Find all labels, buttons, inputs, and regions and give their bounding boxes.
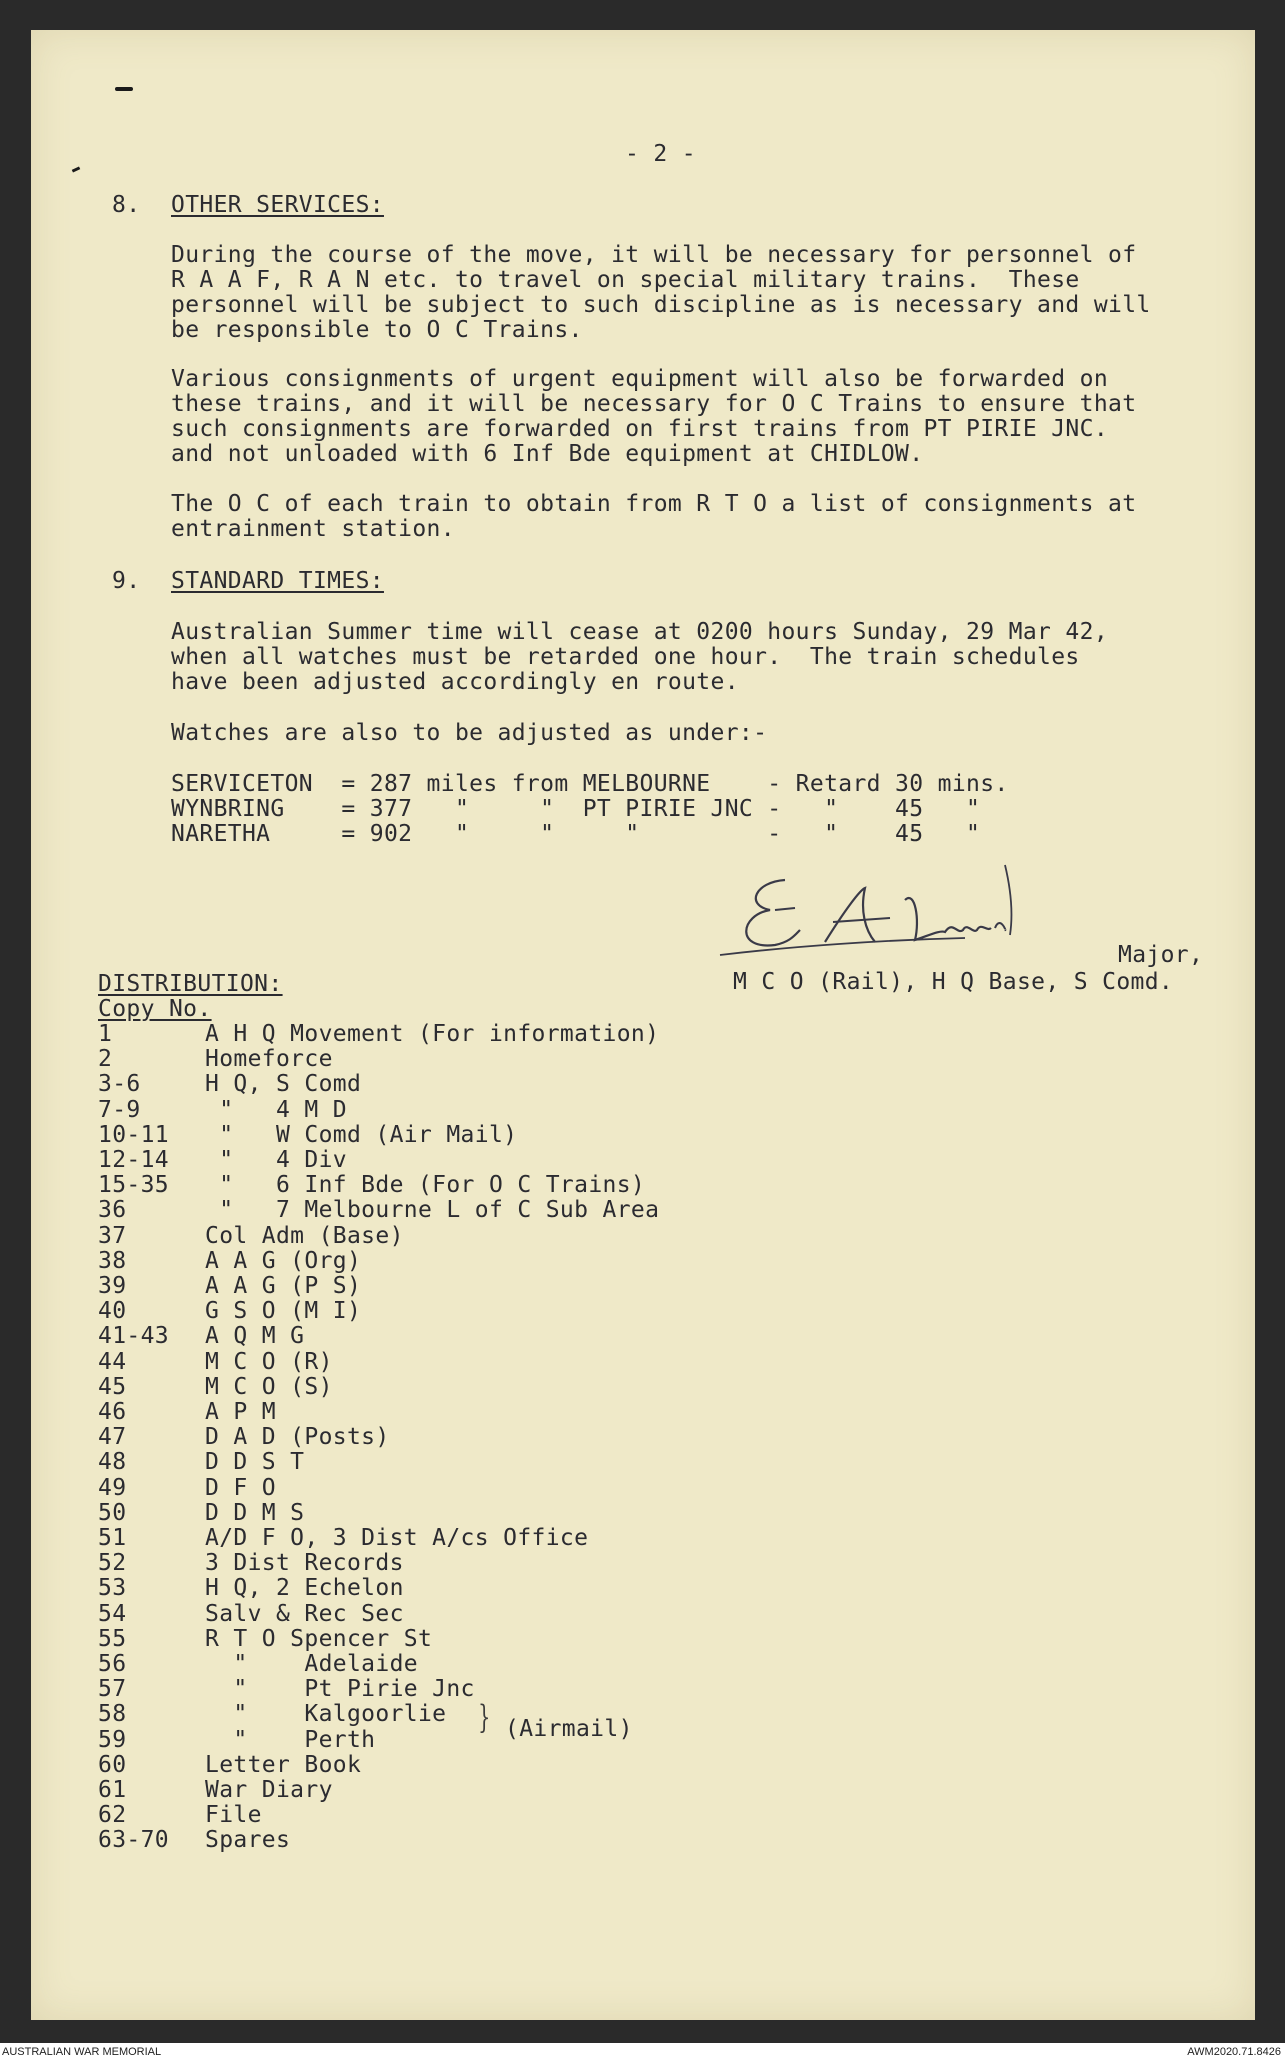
signatory-rank: Major, xyxy=(1118,942,1204,968)
paragraph: Australian Summer time will cease at 0200 hours Sunday, 29 Mar 42, when all watches must be retarded one hour. The train schedules have been adjusted accordingly en route. xyxy=(171,619,1109,695)
recipient: Col Adm (Base) xyxy=(205,1223,404,1249)
recipient: M C O (S) xyxy=(205,1374,333,1400)
recipient: H Q, 2 Echelon xyxy=(205,1575,404,1601)
copy-number: 48 xyxy=(98,1449,127,1475)
recipient: Salv & Rec Sec xyxy=(205,1601,404,1627)
recipient: File xyxy=(205,1802,262,1828)
copy-number: 62 xyxy=(98,1802,127,1828)
time-table-row: NARETHA = 902 " " " - " 45 " xyxy=(171,821,981,847)
copy-number: 46 xyxy=(98,1399,127,1425)
section-number: 9. xyxy=(112,568,141,594)
time-table-row: WYNBRING = 377 " " PT PIRIE JNC - " 45 " xyxy=(171,796,981,822)
recipient: 3 Dist Records xyxy=(205,1550,404,1576)
copy-number: 53 xyxy=(98,1575,127,1601)
paragraph: Various consignments of urgent equipment will also be forwarded on these trains, and it will be necessary for O C Trains to ensure that such consignments are forwarded on first trains from PT PIRIE JNC. and not unloaded with 6 Inf Bde equipment at CHIDLOW. xyxy=(171,366,1137,467)
recipient: A A G (Org) xyxy=(205,1248,362,1274)
recipient: Homeforce xyxy=(205,1046,333,1072)
copy-number: 52 xyxy=(98,1550,127,1576)
distribution-heading: DISTRIBUTION: xyxy=(98,971,283,997)
recipient: War Diary xyxy=(205,1777,333,1803)
copy-number: 10-11 xyxy=(98,1122,169,1148)
copy-number: 37 xyxy=(98,1223,127,1249)
copy-number: 36 xyxy=(98,1197,127,1223)
recipient: D D S T xyxy=(205,1449,305,1475)
copy-number: 7-9 xyxy=(98,1097,141,1123)
copy-number: 57 xyxy=(98,1676,127,1702)
signatory-position: M C O (Rail), H Q Base, S Comd. xyxy=(733,969,1174,995)
recipient: Letter Book xyxy=(205,1752,362,1778)
recipient: " 6 Inf Bde (For O C Trains) xyxy=(205,1172,646,1198)
recipient: D D M S xyxy=(205,1500,305,1526)
recipient: " 7 Melbourne L of C Sub Area xyxy=(205,1197,660,1223)
time-table-row: SERVICETON = 287 miles from MELBOURNE - Retard 30 mins. xyxy=(171,771,1009,797)
brace: } xyxy=(478,1698,491,1736)
recipient: " Kalgoorlie xyxy=(205,1701,447,1727)
copy-number: 1 xyxy=(98,1021,113,1047)
section-number: 8. xyxy=(112,192,141,218)
copy-number: 56 xyxy=(98,1651,127,1677)
copy-number: 47 xyxy=(98,1424,127,1450)
copy-number: 45 xyxy=(98,1374,127,1400)
copy-number: 51 xyxy=(98,1525,127,1551)
copy-number: 49 xyxy=(98,1475,127,1501)
recipient: A A G (P S) xyxy=(205,1273,362,1299)
section-heading: OTHER SERVICES: xyxy=(171,192,384,218)
recipient: " 4 M D xyxy=(205,1097,347,1123)
copy-number: 15-35 xyxy=(98,1172,169,1198)
copy-number: 54 xyxy=(98,1601,127,1627)
section-heading: STANDARD TIMES: xyxy=(171,568,384,594)
paragraph: The O C of each train to obtain from R T O a list of consignments at entrainment station. xyxy=(171,491,1137,542)
copy-number: 44 xyxy=(98,1349,127,1375)
copy-number: 58 xyxy=(98,1701,127,1727)
copy-number: 39 xyxy=(98,1273,127,1299)
recipient: Spares xyxy=(205,1827,291,1853)
copy-number: 3-6 xyxy=(98,1071,141,1097)
recipient: A P M xyxy=(205,1399,276,1425)
paragraph: During the course of the move, it will be necessary for personnel of R A A F, R A N etc. to travel on special military trains. These personnel will be subject to such discipline as is necessary and will be responsible to O C Trains. xyxy=(171,242,1151,343)
copy-number: 59 xyxy=(98,1727,127,1753)
paragraph: Watches are also to be adjusted as under:- xyxy=(171,720,768,746)
recipient: M C O (R) xyxy=(205,1349,333,1375)
airmail-note: (Airmail) xyxy=(505,1716,633,1742)
recipient: " W Comd (Air Mail) xyxy=(205,1122,518,1148)
recipient: G S O (M I) xyxy=(205,1298,362,1324)
recipient: D F O xyxy=(205,1475,276,1501)
copy-number: 41-43 xyxy=(98,1323,169,1349)
copy-number: 2 xyxy=(98,1046,113,1072)
copy-number: 40 xyxy=(98,1298,127,1324)
copy-number: 55 xyxy=(98,1626,127,1652)
copy-number: 61 xyxy=(98,1777,127,1803)
copy-number: 50 xyxy=(98,1500,127,1526)
recipient: " Adelaide xyxy=(205,1651,418,1677)
distribution-subheading: Copy No. xyxy=(98,996,212,1022)
copy-number: 63-70 xyxy=(98,1827,169,1853)
copy-number: 12-14 xyxy=(98,1147,169,1173)
recipient: " 4 Div xyxy=(205,1147,347,1173)
ink-mark xyxy=(115,87,133,91)
recipient: A Q M G xyxy=(205,1323,305,1349)
recipient: R T O Spencer St xyxy=(205,1626,433,1652)
footer-bar xyxy=(0,2043,1285,2061)
recipient: H Q, S Comd xyxy=(205,1071,362,1097)
footer-right: AWM2020.71.8426 xyxy=(1187,2046,1281,2058)
handwritten-signature xyxy=(715,860,1115,970)
copy-number: 60 xyxy=(98,1752,127,1778)
copy-number: 38 xyxy=(98,1248,127,1274)
recipient: A H Q Movement (For information) xyxy=(205,1021,660,1047)
recipient: " Perth xyxy=(205,1727,376,1753)
recipient: " Pt Pirie Jnc xyxy=(205,1676,475,1702)
recipient: D A D (Posts) xyxy=(205,1424,390,1450)
recipient: A/D F O, 3 Dist A/cs Office xyxy=(205,1525,589,1551)
footer-left: AUSTRALIAN WAR MEMORIAL xyxy=(2,2046,162,2058)
page-number: - 2 - xyxy=(625,141,696,167)
